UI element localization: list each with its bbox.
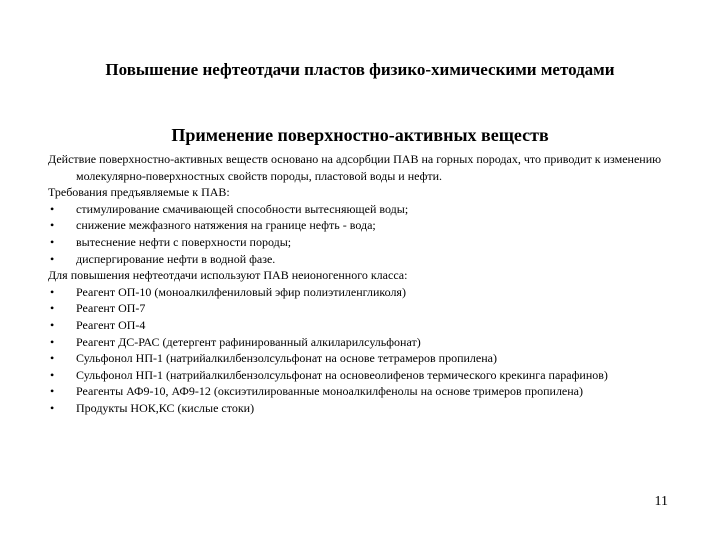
list-item-text: Сульфонол НП-1 (натрийалкилбензолсульфонат на основе тетрамеров пропилена) bbox=[76, 351, 497, 366]
bullet-icon: • bbox=[50, 334, 55, 349]
bullet-icon: • bbox=[50, 384, 55, 399]
list-item bbox=[48, 367, 678, 384]
list-item-text: Сульфонол НП-1 (натрийалкилбензолсульфонат на основеолифенов термического крекинга парафинов) bbox=[76, 367, 608, 382]
list-item-text: снижение межфазного натяжения на границе нефть - вода; bbox=[76, 218, 376, 233]
list-item bbox=[48, 334, 678, 351]
list-item-text: диспергирование нефти в водной фазе. bbox=[76, 251, 276, 266]
agents-heading: Для повышения нефтеотдачи используют ПАВ неионогенного класса: bbox=[48, 268, 408, 283]
list-item bbox=[48, 300, 678, 317]
list-item bbox=[48, 201, 678, 218]
list-item-text: Реагенты АФ9-10, АФ9-12 (оксиэтилированные моноалкилфенолы на основе тримеров пропилена) bbox=[76, 384, 584, 399]
list-item bbox=[48, 350, 678, 367]
bullet-icon: • bbox=[50, 218, 55, 233]
bullet-icon: • bbox=[50, 301, 55, 316]
bullet-icon: • bbox=[50, 367, 55, 382]
list-item-text: Продукты НОК,КС (кислые стоки) bbox=[76, 400, 255, 415]
bullet-icon: • bbox=[50, 201, 55, 216]
list-item-text: Реагент ДС-РАС (детергент рафинированный алкиларилсульфонат) bbox=[76, 334, 421, 349]
agents-list bbox=[48, 284, 678, 417]
bullet-icon: • bbox=[50, 284, 55, 299]
slide-body bbox=[48, 151, 678, 417]
bullet-icon: • bbox=[50, 251, 55, 266]
slide-subtitle: Применение поверхностно-активных веществ bbox=[171, 125, 549, 145]
list-item-text: Реагент ОП-7 bbox=[76, 301, 146, 316]
bullet-icon: • bbox=[50, 317, 55, 332]
list-item bbox=[48, 400, 678, 417]
list-item bbox=[48, 284, 678, 301]
list-item bbox=[48, 234, 678, 251]
page-number: 11 bbox=[654, 494, 668, 509]
list-item-text: стимулирование смачивающей способности вытесняющей воды; bbox=[76, 201, 409, 216]
list-item bbox=[48, 317, 678, 334]
intro-paragraph: Действие поверхностно-активных веществ основано на адсорбции ПАВ на горных породах, что приводит к изменению молекулярно-поверхностных свойств породы, пластовой воды и нефти. bbox=[48, 152, 662, 183]
bullet-icon: • bbox=[50, 351, 55, 366]
requirements-heading: Требования предъявляемые к ПАВ: bbox=[48, 185, 230, 200]
bullet-icon: • bbox=[50, 400, 55, 415]
list-item bbox=[48, 217, 678, 234]
list-item bbox=[48, 383, 678, 400]
list-item bbox=[48, 251, 678, 268]
requirements-list bbox=[48, 201, 678, 267]
bullet-icon: • bbox=[50, 234, 55, 249]
slide-title: Повышение нефтеотдачи пластов физико-химическими методами bbox=[105, 60, 615, 79]
list-item-text: Реагент ОП-4 bbox=[76, 317, 146, 332]
list-item-text: Реагент ОП-10 (моноалкилфениловый эфир полиэтиленгликоля) bbox=[76, 284, 406, 299]
list-item-text: вытеснение нефти с поверхности породы; bbox=[76, 234, 292, 249]
